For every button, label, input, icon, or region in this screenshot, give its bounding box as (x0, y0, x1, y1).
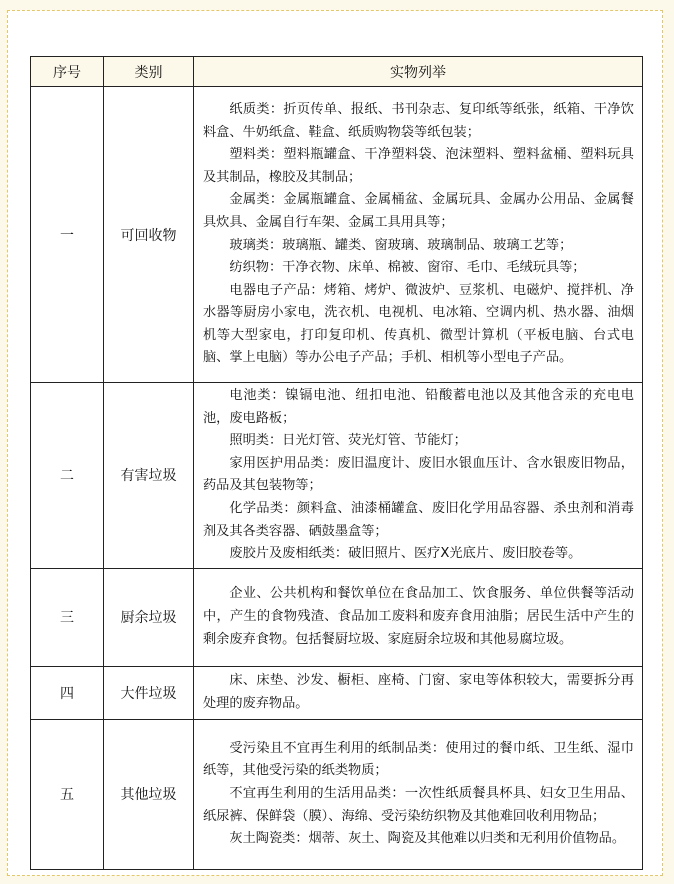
row-items (194, 666, 643, 719)
item-paragraph: 家用医护用品类：废旧温度计、废旧水银血压计、含水银废旧物品，药品及其包装物等； (203, 455, 634, 494)
row-number: 五 (31, 719, 104, 869)
header-category: 类别 (104, 57, 194, 87)
item-paragraph: 床、床垫、沙发、橱柜、座椅、门窗、家电等体积较大，需要拆分再处理的废弃物品。 (203, 673, 634, 711)
row-category: 可回收物 (104, 87, 194, 383)
item-paragraph: 塑料类：塑料瓶罐盒、干净塑料袋、泡沫塑料、塑料盆桶、塑料玩具及其制品，橡胶及其制品； (203, 147, 634, 185)
table-row-bulky (31, 666, 643, 719)
table-row-recyclable (31, 87, 643, 383)
item-paragraph: 不宜再生利用的生活用品类：一次性纸质餐具杯具、妇女卫生用品、纸尿裤、保鲜袋（膜）、海绵、受污染纺织物及其他难回收利用物品； (203, 785, 634, 824)
item-paragraph: 金属类：金属瓶罐盒、金属桶盆、金属玩具、金属办公用品、金属餐具炊具、金属自行车架、金属工具用具等； (203, 192, 634, 230)
item-paragraph: 化学品类：颜料盒、油漆桶罐盒、废旧化学用品容器、杀虫剂和消毒剂及其各类容器、硒鼓墨盒等； (203, 500, 634, 539)
item-paragraph: 灰土陶瓷类：烟蒂、灰土、陶瓷及其他难以归类和无利用价值物品。 (229, 831, 626, 847)
row-items (194, 383, 643, 569)
item-paragraph: 受污染且不宜再生利用的纸制品类：使用过的餐巾纸、卫生纸、湿巾纸等，其他受污染的纸类物质； (203, 740, 634, 779)
row-number: 四 (31, 666, 104, 719)
row-items (194, 719, 643, 869)
row-category: 其他垃圾 (104, 719, 194, 869)
row-number: 二 (31, 383, 104, 569)
item-paragraph: 废胶片及废相纸类：破旧照片、医疗X光底片、废旧胶卷等。 (229, 546, 582, 562)
item-paragraph: 照明类：日光灯管、荧光灯管、节能灯； (229, 433, 467, 449)
header-number: 序号 (31, 57, 104, 87)
row-category: 厨余垃圾 (104, 568, 194, 666)
row-number: 一 (31, 87, 104, 383)
table-row-other (31, 719, 643, 869)
table-row-kitchen (31, 568, 643, 666)
row-items (194, 568, 643, 666)
item-paragraph: 纺织物：干净衣物、床单、棉被、窗帘、毛巾、毛绒玩具等； (229, 260, 586, 276)
table-row-hazardous (31, 383, 643, 569)
header-examples: 实物列举 (194, 57, 643, 87)
table-header-row (31, 57, 643, 87)
row-category: 有害垃圾 (104, 383, 194, 569)
row-category: 大件垃圾 (104, 666, 194, 719)
garbage-classification-table (30, 56, 643, 870)
row-number: 三 (31, 568, 104, 666)
item-paragraph: 玻璃类：玻璃瓶、罐类、窗玻璃、玻璃制品、玻璃工艺等； (229, 237, 573, 253)
row-items (194, 87, 643, 383)
item-paragraph: 电池类：镍镉电池、纽扣电池、铅酸蓄电池以及其他含汞的充电电池，废电路板； (203, 388, 634, 426)
item-paragraph: 企业、公共机构和餐饮单位在食品加工、饮食服务、单位供餐等活动中，产生的食物残渣、食品加工废料和废弃食用油脂；居民生活中产生的剩余废弃食物。包括餐厨垃圾、家庭厨余垃圾和其他易腐垃圾。 (203, 586, 634, 647)
item-paragraph: 电器电子产品：烤箱、烤炉、微波炉、豆浆机、电磁炉、搅拌机、净水器等厨房小家电，洗衣机、电视机、电冰箱、空调内机、热水器、油烟机等大型家电，打印复印机、传真机、微型计算机（平板电脑、台式电脑、掌上电脑）等办公电子产品；手机、相机等小型电子产品。 (203, 282, 634, 366)
item-paragraph: 纸质类：折页传单、报纸、书刊杂志、复印纸等纸张，纸箱、干净饮料盒、牛奶纸盒、鞋盒、纸质购物袋等纸包装； (203, 101, 634, 140)
